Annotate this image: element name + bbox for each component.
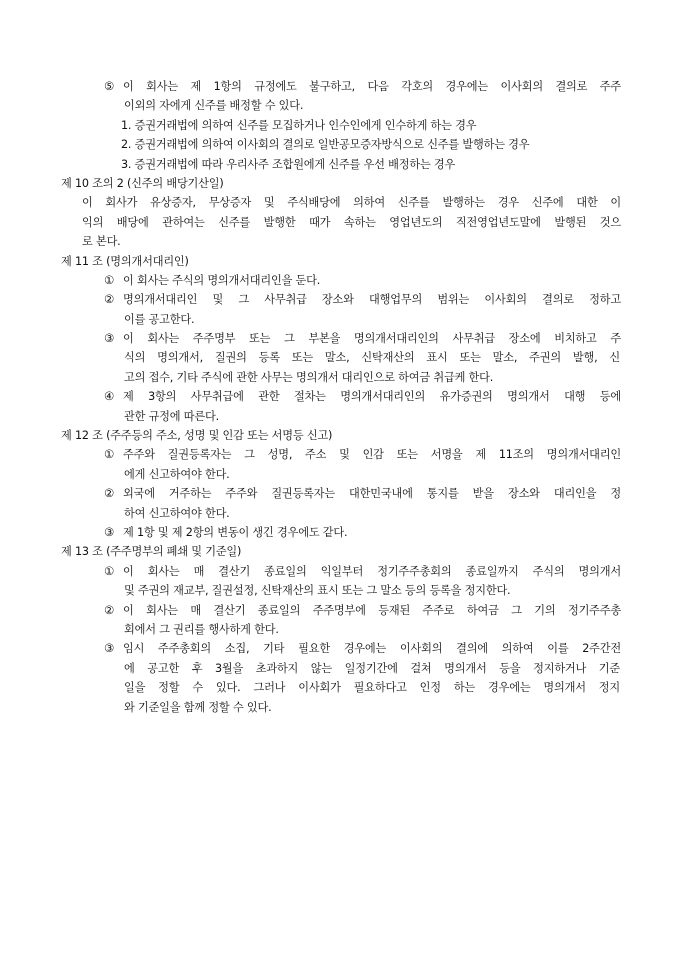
article-13-item-1: ① 이 회사는 매 결산기 종료일의 익일부터 정기주주총회의 종료일까지 주식의 명의개서 — [0, 562, 621, 581]
list-item: 1. 증권거래법에 의하여 신주를 모집하거나 인수인에게 인수하게 하는 경우 — [121, 118, 477, 132]
article-12-item-1: ① 주주와 질권등록자는 그 성명, 주소 및 인감 또는 서명을 제 11조의 명의개서대리인 — [0, 445, 621, 464]
item-5-line-1: ⑤ 이 회사는 제 1항의 규정에도 불구하고, 다음 각호의 경우에는 이사회의 결의로 주주 — [0, 77, 621, 96]
item-marker: ② — [104, 602, 115, 617]
article-11-item-2-cont: 이를 공고한다. — [124, 312, 195, 326]
article-13-item-2-cont: 회에서 그 권리를 행사하게 한다. — [124, 622, 279, 636]
item-marker: ① — [104, 563, 115, 578]
list-item: 2. 증권거래법에 의하여 이사회의 결의로 일반공모증자방식으로 신주를 발행하는 경우 — [121, 138, 530, 152]
article-12-item-1-cont: 에게 신고하여야 한다. — [124, 467, 230, 481]
item-marker: ① — [104, 272, 115, 287]
article-10-2-line-3: 로 본다. — [82, 235, 121, 249]
article-13-item-2: ② 이 회사는 매 결산기 종료일의 주주명부에 등재된 주주로 하여금 그 기의 정기주주총 — [0, 601, 621, 620]
article-11-item-4: ④ 제 3항의 사무취급에 관한 절차는 명의개서대리인의 유가증권의 명의개서 대행 등에 — [0, 387, 621, 406]
article-10-2-heading: 제 10 조의 2 (신주의 배당기산일) — [61, 176, 224, 190]
article-11-item-1: ① 이 회사는 주식의 명의개서대리인을 둔다. — [0, 271, 621, 290]
article-13-item-3-cont: 에 공고한 후 3월을 초과하지 않는 일정기간에 걸쳐 명의개서 등을 정지하거나 기준 — [124, 661, 620, 675]
article-11-item-3-cont: 고의 접수, 기타 주식에 관한 사무는 명의개서 대리인으로 하여금 취급케 한다. — [124, 370, 494, 384]
article-11-item-3-cont: 식의 명의개서, 질권의 등록 또는 말소, 신탁재산의 표시 또는 말소, 주권의 발행, 신 — [124, 351, 620, 365]
article-13-heading: 제 13 조 (주주명부의 폐쇄 및 기준일) — [61, 545, 242, 559]
item-5-line-2: 이외의 자에게 신주를 배정할 수 있다. — [124, 99, 304, 113]
item-marker: ④ — [104, 389, 115, 404]
article-11-item-3: ③ 이 회사는 주주명부 또는 그 부본을 명의개서대리인의 사무취급 장소에 비치하고 주 — [0, 329, 621, 348]
article-11-heading: 제 11 조 (명의개서대리인) — [61, 254, 189, 268]
article-11-item-4-cont: 관한 규정에 따른다. — [124, 409, 219, 423]
list-item: 3. 증권거래법에 따라 우리사주 조합원에게 신주를 우선 배정하는 경우 — [121, 157, 456, 171]
article-12-item-2-cont: 하여 신고하여야 한다. — [124, 506, 230, 520]
article-11-item-2: ② 명의개서대리인 및 그 사무취급 장소와 대행업무의 범위는 이사회의 결의로 정하고 — [0, 290, 621, 309]
article-10-2-line-1: 이 회사가 유상증자, 무상증자 및 주식배당에 의하여 신주를 발행하는 경우 신주에 대한 이 — [82, 196, 621, 210]
item-marker: ③ — [104, 641, 115, 656]
articles-of-incorporation-text — [0, 77, 680, 717]
article-13-item-1-cont: 및 주권의 재교부, 질권설정, 신탁재산의 표시 또는 그 말소 등의 등록을 정지한다. — [124, 584, 511, 598]
item-marker: ② — [104, 292, 115, 307]
article-13-item-3: ③ 임시 주주총회의 소집, 기타 필요한 경우에는 이사회의 결의에 의하여 이를 2주간전 — [0, 639, 621, 658]
item-marker: ② — [104, 486, 115, 501]
article-13-item-3-cont: 일을 정할 수 있다. 그러나 이사회가 필요하다고 인정 하는 경우에는 명의개서 정지 — [124, 681, 620, 695]
item-marker: ① — [104, 447, 115, 462]
article-12-heading: 제 12 조 (주주등의 주소, 성명 및 인감 또는 서명등 신고) — [61, 429, 333, 443]
item-marker: ③ — [104, 524, 115, 539]
article-12-item-2: ② 외국에 거주하는 주주와 질권등록자는 대한민국내에 통지를 받을 장소와 대리인을 정 — [0, 484, 621, 503]
item-marker: ③ — [104, 331, 115, 346]
article-13-item-3-cont: 와 기준일을 함께 정할 수 있다. — [124, 700, 272, 714]
item-marker: ⑤ — [104, 79, 115, 93]
article-10-2-line-2: 익의 배당에 관하여는 신주를 발행한 때가 속하는 영업년도의 직전영업년도말에 발행된 것으 — [82, 215, 621, 229]
article-12-item-3: ③ 제 1항 및 제 2항의 변동이 생긴 경우에도 같다. — [0, 523, 621, 542]
